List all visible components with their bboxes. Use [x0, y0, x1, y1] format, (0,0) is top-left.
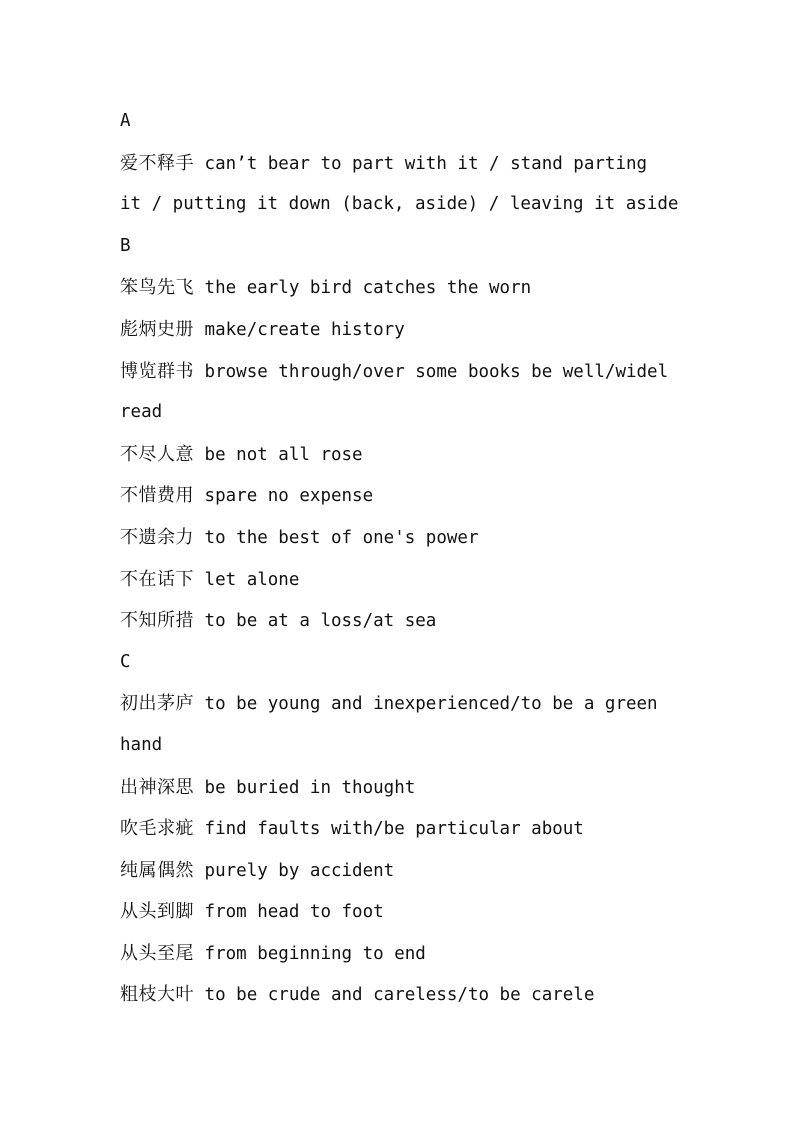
idiom-chinese: 不知所措: [120, 610, 194, 632]
idiom-entry: [120, 933, 680, 975]
idiom-english: hand: [120, 734, 163, 755]
idiom-english: from beginning to end: [204, 943, 426, 964]
idiom-english: to the best of one's power: [204, 527, 479, 548]
idiom-chinese: 从头至尾: [120, 942, 194, 964]
idiom-chinese: 彪炳史册: [120, 318, 194, 340]
idiom-entry: [120, 267, 680, 309]
idiom-chinese: 吹毛求疵: [120, 818, 194, 840]
idiom-entry-continuation: [120, 184, 680, 226]
idiom-entry: [120, 475, 680, 517]
idiom-entry: [120, 683, 680, 725]
idiom-chinese: 爱不释手: [120, 152, 194, 174]
idiom-english: let alone: [204, 569, 300, 590]
idiom-english: to be young and inexperienced/to be a green: [204, 694, 658, 715]
idiom-english: spare no expense: [204, 486, 374, 507]
idiom-english: the early bird catches the worn: [204, 278, 532, 299]
idiom-list: [120, 101, 680, 1016]
idiom-entry: [120, 974, 680, 1016]
idiom-chinese: 不遗余力: [120, 526, 194, 548]
idiom-english: to be crude and careless/to be carele: [204, 985, 595, 1006]
idiom-english: read: [120, 402, 163, 423]
idiom-entry: [120, 767, 680, 809]
idiom-entry: [120, 808, 680, 850]
idiom-chinese: 从头到脚: [120, 901, 194, 923]
idiom-english: be buried in thought: [204, 777, 416, 798]
section-heading-b: B: [120, 235, 131, 256]
idiom-chinese: 初出茅庐: [120, 693, 194, 715]
idiom-entry: [120, 434, 680, 476]
idiom-english: browse through/over some books be well/widel: [204, 361, 669, 382]
idiom-chinese: 出神深思: [120, 776, 194, 798]
idiom-entry: [120, 891, 680, 933]
idiom-entry: [120, 143, 680, 185]
idiom-english: can’t bear to part with it / stand parting: [204, 153, 648, 174]
idiom-chinese: 粗枝大叶: [120, 984, 194, 1006]
idiom-entry: [120, 559, 680, 601]
idiom-entry: [120, 600, 680, 642]
idiom-entry: [120, 351, 680, 393]
idiom-chinese: 不惜费用: [120, 485, 194, 507]
idiom-entry: [120, 309, 680, 351]
idiom-entry: [120, 517, 680, 559]
idiom-chinese: 笨鸟先飞: [120, 277, 194, 299]
idiom-chinese: 纯属偶然: [120, 859, 194, 881]
idiom-entry-continuation: [120, 725, 680, 767]
idiom-english: make/create history: [204, 319, 405, 340]
section-heading-c: C: [120, 651, 131, 672]
idiom-english: it / putting it down (back, aside) / leaving it aside: [120, 194, 679, 215]
idiom-entry-continuation: [120, 392, 680, 434]
idiom-english: from head to foot: [204, 902, 384, 923]
section-heading-a: A: [120, 111, 131, 131]
idiom-chinese: 不尽人意: [120, 443, 194, 465]
idiom-english: to be at a loss/at sea: [204, 611, 437, 632]
idiom-english: be not all rose: [204, 444, 363, 465]
idiom-chinese: 不在话下: [120, 568, 194, 590]
idiom-chinese: 博览群书: [120, 360, 194, 382]
idiom-entry: [120, 850, 680, 892]
idiom-english: find faults with/be particular about: [204, 819, 584, 840]
idiom-english: purely by accident: [204, 860, 395, 881]
